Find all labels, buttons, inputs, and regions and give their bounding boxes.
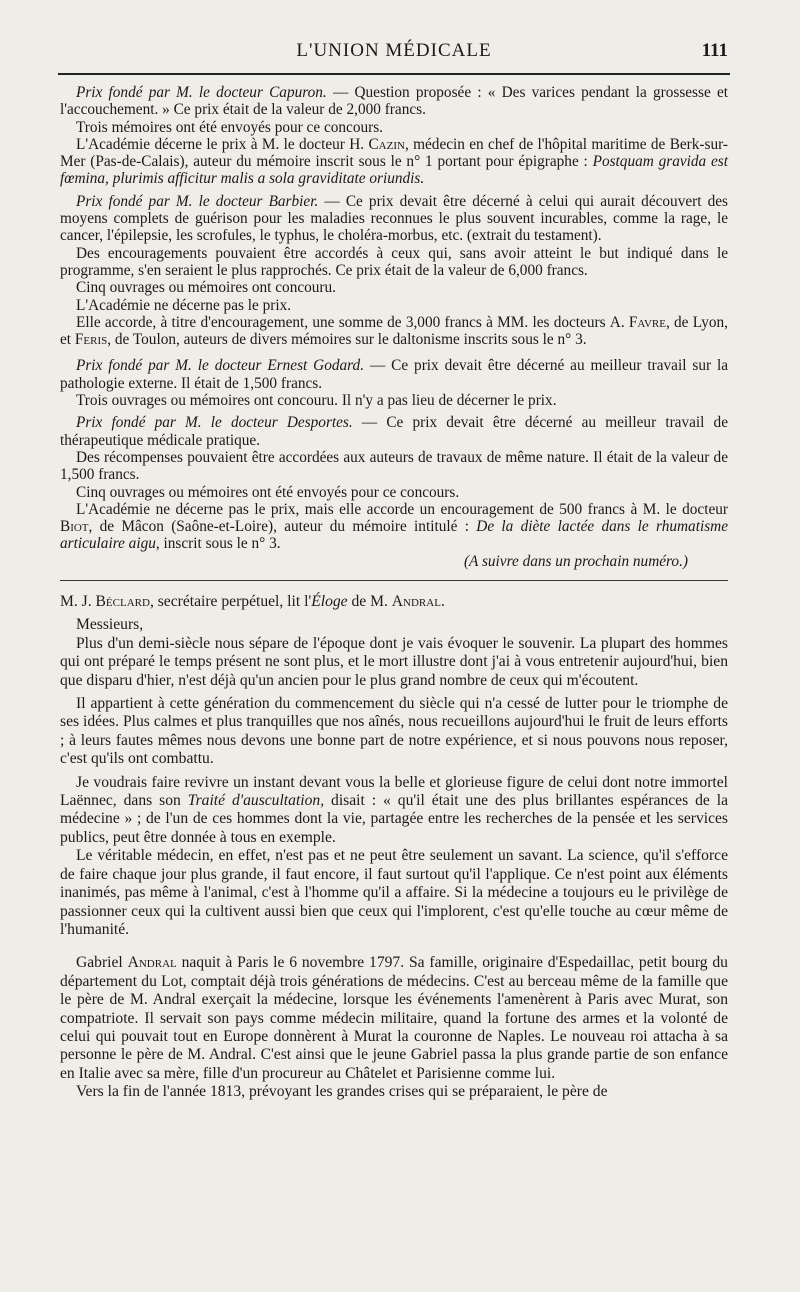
eloge-paragraph-3 [60,774,728,848]
eloge-word: Éloge [311,593,348,611]
prize-capuron-award [60,136,728,188]
article-body [60,84,728,1102]
running-title: L'UNION MÉDICALE [296,40,492,61]
prize-desportes-paragraph [60,414,728,449]
prize-capuron-heading: Prix fondé par M. le docteur Capuron. [76,84,327,101]
memoir-title: De la diète lactée dans le rhumatisme articulaire aigu [60,518,728,553]
prize-desportes-heading: Prix fondé par M. le docteur Desportes. [76,414,353,432]
person-name: Feris [74,331,108,349]
header-rule [58,73,730,75]
person-name: Biot [60,518,89,536]
page-header [60,40,728,66]
text-run: M. J. [60,593,96,611]
eloge-intro [60,593,728,611]
eloge-section [60,593,728,1102]
eloge-paragraph-5 [60,954,728,1083]
page-number: 111 [701,40,728,61]
text-run: disait : « qu'il était une des plus brillantes espérances de la médecine » ; de l'un de ces hommes dont la vie, partagée entre les recherches de la pensée et les services publics, peut être donnée à tous en exemple. [60,792,728,846]
prize-barbier-heading: Prix fondé par M. le docteur Barbier. [76,192,319,210]
eloge-paragraph-1: Plus d'un demi-siècle nous sépare de l'époque dont je vais évoquer le souvenir. La plupart des hommes qui ont préparé le temps présent ne sont plus, et le mort illustre dont j'ai à vous entretenir aujourd'hui, bien que disparu d'hier, n'est déjà qu'un ancien pour le plus grand nombre de ceux qui m'écoutent. [60,634,728,689]
prize-capuron-text: — Question proposée : « Des varices pendant la grossesse et l'accouchement. » Ce prix était de la valeur de 2,000 francs. [60,84,728,119]
person-name: Béclard [95,593,150,611]
prize-desportes-rewards: Des récompenses pouvaient être accordées aux auteurs de travaux de même nature. Il était de la valeur de 1,500 francs. [60,448,728,484]
prize-godard-paragraph [60,357,728,392]
text-run: Elle accorde, à titre d'encouragement, une somme de 3,000 francs à MM. les docteurs [76,313,610,331]
person-name: Cazin [368,135,405,153]
section-divider [60,580,728,581]
text-run: . [440,593,445,611]
prize-capuron-paragraph [60,84,728,119]
prize-desportes-award [60,501,728,553]
prize-capuron-submissions: Trois mémoires ont été envoyés pour ce concours. [76,118,384,136]
prize-godard-heading: Prix fondé par M. le docteur Ernest Godard. [76,357,365,375]
eloge-paragraph-4: Le véritable médecin, en effet, n'est pas et ne peut être seulement un savant. La science, qu'il s'efforce de faire chaque jour plus grande, il faut encore, il faut surtout qu'il l'applique. Ce n'est point aux éléments inanimés, pas même à l'animal, c'est à l'homme qu'il a affaire. Si la médecine a toujours eu le privilège de passionner ceux qui la cultivent aussi bien que ceux qui l'implorent, c'est qu'elle touche au cœur même de l'humanité. [60,847,728,938]
text-run: , secrétaire perpétuel, lit l' [149,593,312,611]
eloge-paragraph-2: Il appartient à cette génération du commencement du siècle qui n'a cessé de lutter pour le triomphe de ses idées. Plus calmes et plus tranquilles que nos aînés, nous recueillons aujourd'hui le fruit de leurs efforts ; à leurs fautes mêmes nous devons une bonne part de notre expérience, et si nous pouvons nous reposer, c'est qu'ils ont combattu. [60,695,728,768]
text-run: , inscrit sous le n° 3. [155,535,281,553]
prize-barbier-award [60,314,728,349]
person-name: Andral [391,593,441,611]
prize-barbier-paragraph [60,193,728,245]
text-run: Gabriel [76,954,128,972]
book-title: Traité d'auscultation, [187,792,325,810]
text-run: L'Académie décerne le prix à M. le docteur H. [76,135,369,153]
text-run: naquit à Paris le 6 novembre 1797. Sa famille, originaire d'Espedaillac, petit bourg du département du Lot, comptait déjà trois générations de médecins. C'est au berceau même de la famille que le père de M. Andral exerçait la médecine, lorsque les événements l'amenèrent à Paris avec Murat, son compatriote. Il servait son pays comme médecin militaire, quand la fortune des armes et la volonté de celui qui pouvait tout en Europe donnèrent à Murat la couronne de Naples. Le nouveau roi attacha à sa personne le père de M. Andral. C'est ainsi que le jeune Gabriel passa la plus grande partie de son enfance en Italie avec sa mère, fille d'un procureur au Châtelet et Parisienne comme lui. [60,954,728,1082]
text-run: , de Toulon, auteurs de divers mémoires sur le daltonisme inscrits sous le n° 3. [107,331,587,349]
person-name: A. Favre [609,313,666,331]
text-run: Je voudrais faire revivre un instant devant vous la belle et glorieuse figure de celui dont notre immortel Laënnec, dans son [60,773,728,810]
text-run: , de Lyon, et [60,313,728,349]
prize-barbier-encouragements: Des encouragements pouvaient être accordés à ceux qui, sans avoir atteint le but indiqué dans le programme, s'en seraient le plus rapprochés. Ce prix était de la valeur de 6,000 francs. [60,244,728,279]
text-run: L'Académie ne décerne pas le prix, mais elle accorde un encouragement de 500 francs à M. le docteur [76,500,728,518]
prize-godard-decision: Trois ouvrages ou mémoires ont concouru. Il n'y a pas lieu de décerner le prix. [76,392,557,410]
text-run: de M. [347,593,392,611]
text-run: , de Mâcon (Saône-et-Loire), auteur du mémoire intitulé : [88,518,477,536]
prize-desportes-submissions: Cinq ouvrages ou mémoires ont été envoyés pour ce concours. [76,483,460,501]
salutation: Messieurs, [76,616,144,634]
continued-note: (A suivre dans un prochain numéro.) [463,552,688,570]
text-run: , médecin en chef de l'hôpital maritime de Berk-sur-Mer (Pas-de-Calais), auteur du mémoire inscrit sous le n° 1 portant pour épigraphe : [60,135,729,171]
prize-barbier-text: — Ce prix devait être décerné à celui qui aurait découvert des moyens complets de guérison pour les maladies reconnues le plus souvent incurables, comme la rage, le cancer, l'épilepsie, les scrofules, le typhus, le choléra-morbus, etc. (extrait du testament). [60,192,728,245]
prize-barbier-decision: L'Académie ne décerne pas le prix. [76,296,292,314]
eloge-paragraph-6: Vers la fin de l'année 1813, prévoyant les grandes crises qui se préparaient, le père de [76,1083,608,1101]
prize-desportes-text: — Ce prix devait être décerné au meilleur travail de thérapeutique médicale pratique. [60,414,728,449]
prize-barbier-submissions: Cinq ouvrages ou mémoires ont concouru. [76,279,336,297]
person-name: Andral [127,954,177,972]
prize-godard-text: — Ce prix devait être décerné au meilleur travail sur la pathologie externe. Il était de 1,500 francs. [60,357,729,392]
epigraph: Postquam gravida est fœmina, plurimis afficitur malis a sola graviditate oriundis. [60,153,728,188]
